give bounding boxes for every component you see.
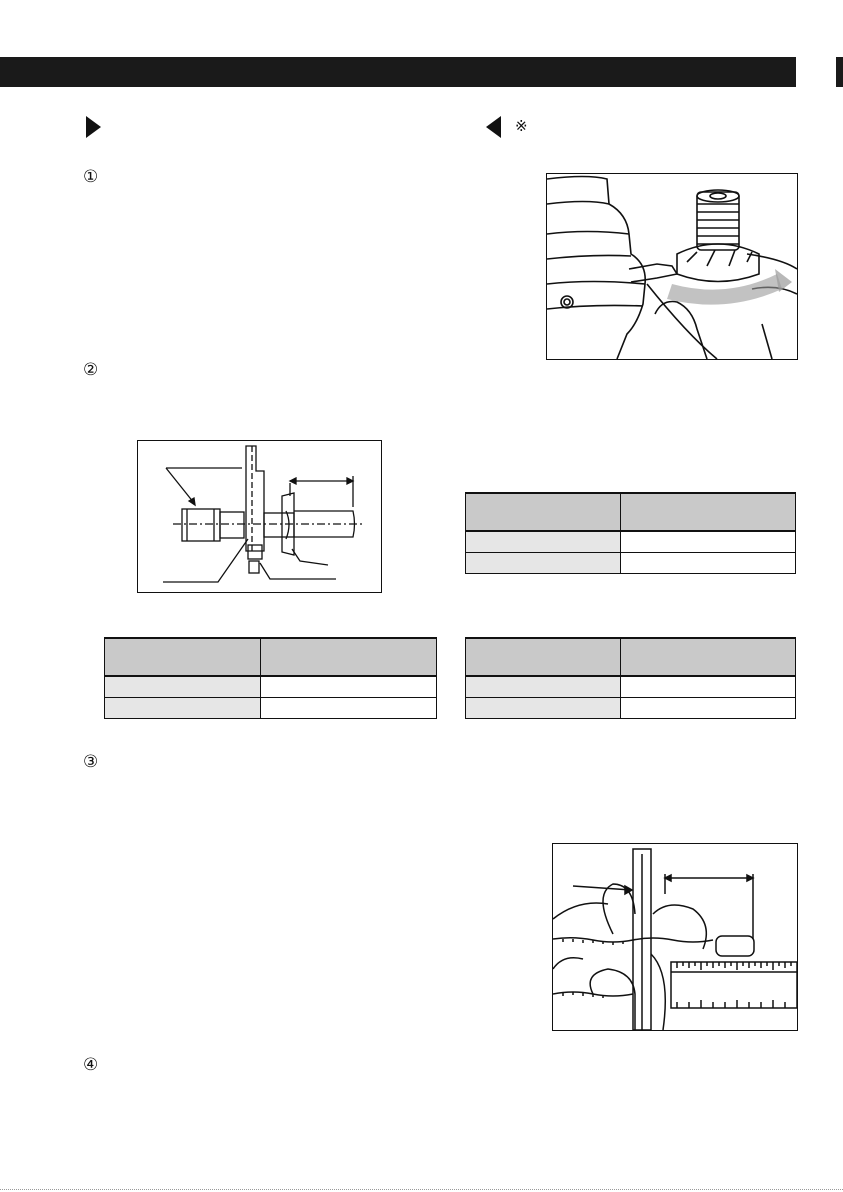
table-value-cell [621,553,796,574]
table-value-cell [621,676,796,698]
table-value-cell [261,698,437,719]
step-2-marker: ② [83,360,99,380]
table-header-cell [621,493,796,531]
step-4-marker: ④ [83,1055,99,1075]
table-label-cell [466,531,621,553]
table-value-cell [621,698,796,719]
ruler-measurement-illustration [553,844,797,1030]
table-header-cell [105,638,261,676]
step-1-marker: ① [83,167,99,187]
nut-adjustment-illustration [547,174,797,359]
table-label-cell [466,553,621,574]
shaft-assembly-diagram [138,441,381,592]
spec-table-bottom-left [104,637,437,719]
table-label-cell [466,698,621,719]
table-label-cell [466,676,621,698]
table-label-cell [105,698,261,719]
table-header-cell [466,638,621,676]
spec-table-right [465,492,796,574]
photo-ruler-measurement [552,843,798,1031]
table-value-cell [261,676,437,698]
pointer-left-icon [486,116,501,138]
section-header-bar [0,57,796,87]
table-header-cell [621,638,796,676]
table-header-cell [466,493,621,531]
photo-nut-adjustment [546,173,798,360]
pointer-right-icon [86,116,101,138]
page-tab-marker [836,57,843,87]
note-symbol: ※ [515,117,528,135]
page-bottom-edge [0,1189,843,1190]
diagram-shaft-assembly [137,440,382,593]
spec-table-bottom-right [465,637,796,719]
step-3-marker: ③ [83,752,99,772]
table-label-cell [105,676,261,698]
table-value-cell [621,531,796,553]
table-header-cell [261,638,437,676]
